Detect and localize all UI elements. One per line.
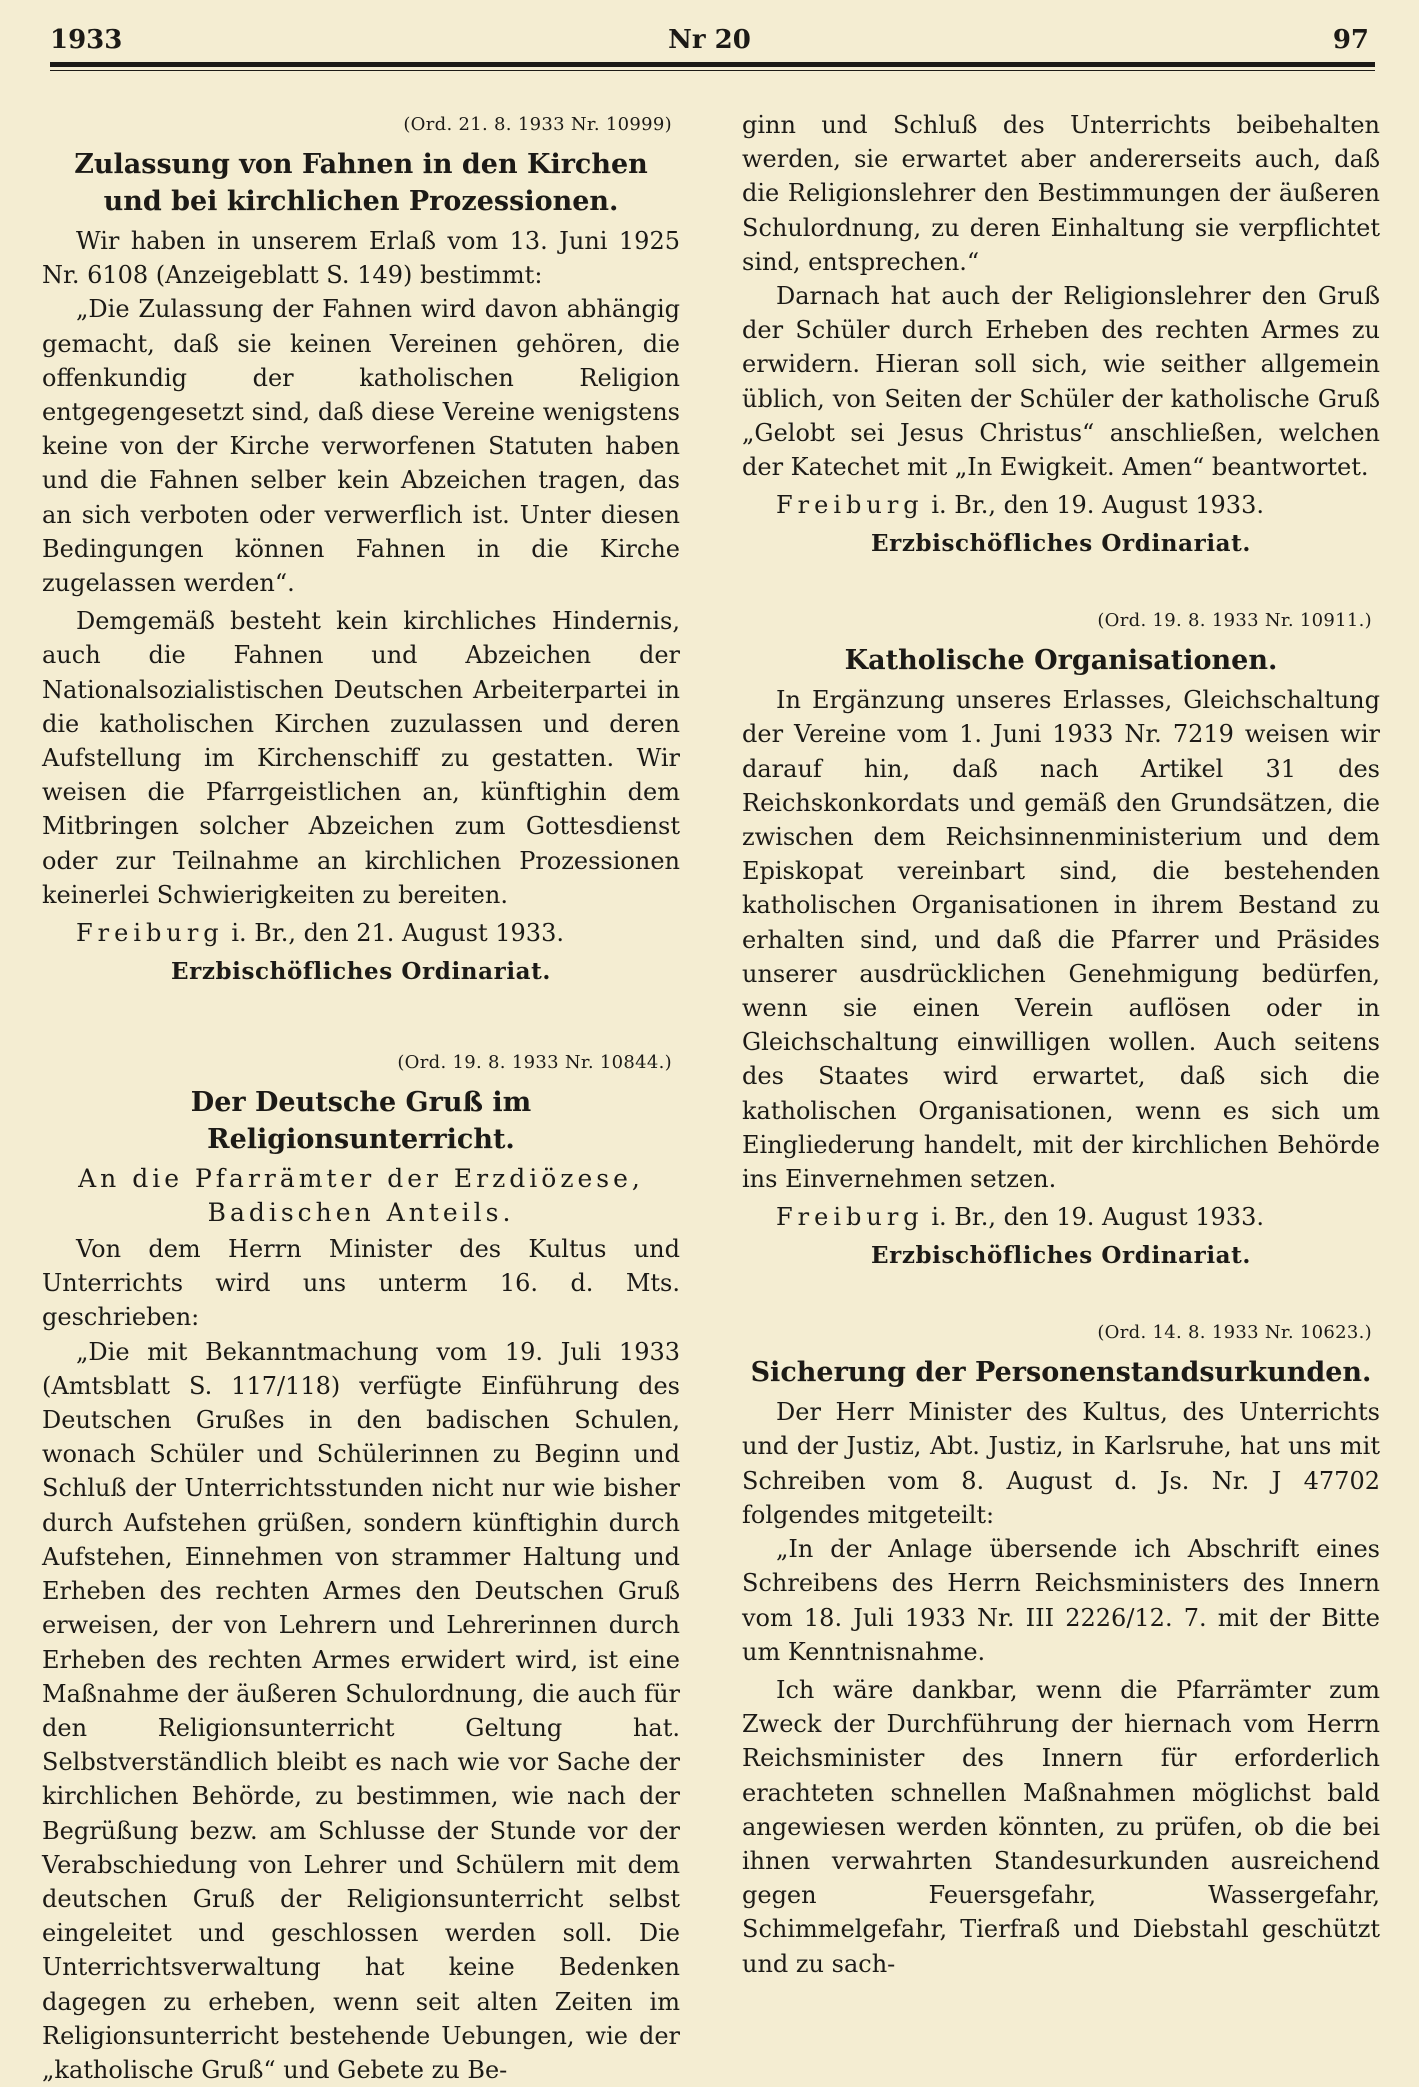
dateline-date: i. Br., den 21. August 1933. xyxy=(231,919,564,948)
section-civil-records xyxy=(742,1316,1380,1980)
section-reference: (Ord. 14. 8. 1933 Nr. 10623.) xyxy=(1097,1322,1372,1344)
addressee: An die Pfarrämter der Erzdiözese, Badischen Anteils. xyxy=(78,1164,644,1228)
section-title: Katholische Organisationen. xyxy=(844,645,1278,677)
dateline-place: Freiburg xyxy=(776,1203,924,1232)
paragraph: Der Herr Minister des Kultus, des Unterrichts und der Justiz, Abt. Justiz, in Karlsruhe, hat uns mit Schreiben vom 8. August d. Js. Nr. J 47702 folgendes mitgeteilt: xyxy=(742,1398,1380,1529)
header-year: 1933 xyxy=(50,25,123,55)
quoted-paragraph: „In der Anlage übersende ich Abschrift eines Schreibens des Herrn Reichsministers des Innern vom 18. Juli 1933 Nr. III 2226/12. 7. mit der Bitte um Kenntnisnahme. xyxy=(742,1535,1380,1666)
dateline-place: Freiburg xyxy=(776,491,924,520)
section-reference: (Ord. 19. 8. 1933 Nr. 10844.) xyxy=(397,1052,672,1074)
header-page-number: 97 xyxy=(1332,25,1369,55)
section-german-greeting xyxy=(42,1046,680,2087)
paragraph: Von dem Herrn Minister des Kultus und Unterrichts wird uns unterm 16. d. Mts. geschrieben: xyxy=(42,1235,680,1332)
paragraph: Wir haben in unserem Erlaß vom 13. Juni 1925 Nr. 6108 (Anzeigeblatt S. 149) bestimmt: xyxy=(42,227,680,290)
section-catholic-organisations xyxy=(742,604,1380,1274)
paragraph: Ich wäre dankbar, wenn die Pfarrämter zum Zweck der Durchführung der hiernach vom Herrn Reichsminister des Innern für erforderlich erachteten schnellen Maßnahmen möglichst bald angewiesen werden könnten, zu prüfen, ob die bei ihnen verwahrten Standesurkunden ausreichend gegen Feuersgefahr, Wassergefahr, Schimmelgefahr, Tierfraß und Diebstahl geschützt und zu sach- xyxy=(742,1675,1380,1978)
section-title: Sicherung der Personenstandsurkunden. xyxy=(750,1357,1372,1389)
header-issue: Nr 20 xyxy=(668,25,751,55)
dateline xyxy=(776,488,1380,522)
signature: Erzbischöfliches Ordinariat. xyxy=(870,1242,1251,1270)
dateline-date: i. Br., den 19. August 1933. xyxy=(931,491,1264,520)
section-german-greeting-continued xyxy=(742,108,1380,562)
dateline xyxy=(776,1200,1380,1234)
quoted-paragraph: „Die Zulassung der Fahnen wird davon abhängig gemacht, daß sie keinen Vereinen gehören, die offenkundig der katholischen Religion entgegengesetzt sind, daß diese Vereine wenigstens keine von der Kirche verworfenen Statuten haben und die Fahnen selber kein Abzeichen tragen, das an sich verboten oder verwerflich ist. Unter diesen Bedingungen können Fahnen in die Kirche zugelassen werden“. xyxy=(42,295,680,598)
header-rule-thick xyxy=(50,62,1375,67)
right-column xyxy=(742,108,1380,1981)
section-flags xyxy=(42,108,680,990)
dateline-date: i. Br., den 19. August 1933. xyxy=(931,1203,1264,1232)
section-reference: (Ord. 19. 8. 1933 Nr. 10911.) xyxy=(1097,610,1372,632)
dateline-place: Freiburg xyxy=(76,919,224,948)
signature: Erzbischöfliches Ordinariat. xyxy=(170,958,551,986)
paragraph: In Ergänzung unseres Erlasses, Gleichschaltung der Vereine vom 1. Juni 1933 Nr. 7219 weisen wir darauf hin, daß nach Artikel 31 des Reichskonkordats und gemäß den Grundsätzen, die zwischen dem Reichsinnenministerium und dem Episkopat vereinbart sind, die bestehenden katholischen Organisationen in ihrem Bestand zu erhalten sind, und daß die Pfarrer und Präsides unserer ausdrücklichen Genehmigung bedürfen, wenn sie einen Verein auflösen oder in Gleichschaltung einwilligen wollen. Auch seitens des Staates wird erwartet, daß sich die katholischen Organisationen, wenn es sich um Eingliederung handelt, mit der kirchlichen Behörde ins Einvernehmen setzen. xyxy=(742,686,1380,1194)
quoted-paragraph: „Die mit Bekanntmachung vom 19. Juli 1933 (Amtsblatt S. 117/118) verfügte Einführung des Deutschen Grußes in den badischen Schulen, wonach Schüler und Schülerinnen zu Beginn und Schluß der Unterrichtsstunden nicht nur wie bisher durch Aufstehen grüßen, sondern künftighin durch Aufstehen, Einnehmen von strammer Haltung und Erheben des rechten Armes den Deutschen Gruß erweisen, der von Lehrern und Lehrerinnen durch Erheben des rechten Armes erwidert wird, ist eine Maßnahme der äußeren Schulordnung, die auch für den Religionsunterricht Geltung hat. Selbstverständlich bleibt es nach wie vor Sache der kirchlichen Behörde, zu bestimmen, wie nach der Begrüßung bezw. am Schlusse der Stunde vor der Verabschiedung von Lehrer und Schülern mit dem deutschen Gruß der Religionsunterricht selbst eingeleitet und geschlossen werden soll. Die Unterrichtsverwaltung hat keine Bedenken dagegen zu erheben, wenn seit alten Zeiten im Religionsunterricht bestehende Uebungen, wie der „katholische Gruß“ und Gebete zu Be- xyxy=(42,1337,680,2084)
dateline xyxy=(76,916,680,950)
left-column xyxy=(42,108,680,2087)
section-title: Zulassung von Fahnen in den Kirchen und bei kirchlichen Prozessionen. xyxy=(74,149,648,217)
quoted-paragraph-continued: ginn und Schluß des Unterrichts beibehalten werden, sie erwartet aber andererseits auch, daß die Religionslehrer den Bestimmungen der äußeren Schulordnung, zu deren Einhaltung sie verpflichtet sind, entsprechen.“ xyxy=(742,111,1380,276)
signature: Erzbischöfliches Ordinariat. xyxy=(870,530,1251,558)
running-header xyxy=(50,20,1369,60)
paragraph: Demgemäß besteht kein kirchliches Hindernis, auch die Fahnen und Abzeichen der Nationalsozialistischen Deutschen Arbeiterpartei in die katholischen Kirchen zuzulassen und deren Aufstellung im Kirchenschiff zu gestatten. Wir weisen die Pfarrgeistlichen an, künftighin dem Mitbringen solcher Abzeichen zum Gottesdienst oder zur Teilnahme an kirchlichen Prozessionen keinerlei Schwierigkeiten zu bereiten. xyxy=(42,607,680,909)
paragraph: Darnach hat auch der Religionslehrer den Gruß der Schüler durch Erheben des rechten Armes zu erwidern. Hieran soll sich, wie seither allgemein üblich, von Seiten der Schüler der katholische Gruß „Gelobt sei Jesus Christus“ anschließen, welchen der Katechet mit „In Ewigkeit. Amen“ beantwortet. xyxy=(742,282,1380,482)
section-reference: (Ord. 21. 8. 1933 Nr. 10999) xyxy=(403,114,672,135)
section-title: Der Deutsche Gruß im Religionsunterricht. xyxy=(190,1087,532,1156)
header-rule-thin xyxy=(50,70,1375,71)
